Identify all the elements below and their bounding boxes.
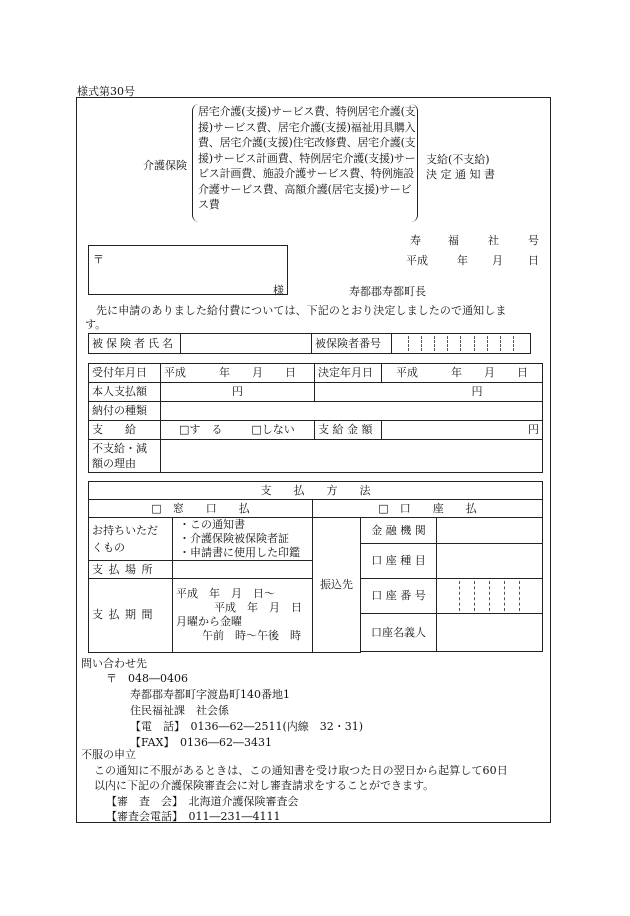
- suru-checkbox[interactable]: □す る: [179, 423, 223, 436]
- reason-label-2: 額の理由: [92, 457, 136, 470]
- period-lines: [173, 579, 313, 653]
- insured-name-label: 被保険者氏名: [89, 334, 181, 354]
- appeal-board-tel: 【審査会電話】 011―231―4111: [106, 810, 281, 823]
- reason-label-1: 不支給・減: [92, 442, 147, 455]
- acct-name-label: 口座名義人: [361, 614, 437, 652]
- decided-value[interactable]: 平成 年 月 日: [382, 364, 543, 383]
- bring-item: ・この通知書: [179, 518, 245, 531]
- payment-type-field[interactable]: [161, 402, 543, 421]
- self-pay-yen-1[interactable]: 円: [161, 383, 315, 402]
- appeal-title: 不服の申立: [81, 748, 136, 761]
- period-line: 平成 年 月 日～: [176, 587, 275, 601]
- address-box: [88, 245, 288, 295]
- number-d: 号: [528, 234, 539, 247]
- date-month: 月: [492, 254, 503, 267]
- bring-label: [89, 518, 173, 561]
- reason-field[interactable]: [161, 440, 543, 473]
- window-option[interactable]: □ 窓 口 払: [89, 500, 313, 518]
- shikyu-label: 支 給: [89, 421, 161, 440]
- inquiry-address: 寿都郡寿都町字渡島町140番地1: [130, 688, 290, 701]
- number-a: 寿: [410, 234, 421, 247]
- payment-title: 支 払 方 法: [89, 482, 543, 500]
- bring-item: ・介護保険被保険者証: [179, 532, 289, 545]
- date-year: 年: [457, 254, 468, 267]
- inquiry-fax: 【FAX】 0136―62―3431: [130, 736, 272, 749]
- self-pay-yen-2[interactable]: 円: [315, 383, 543, 402]
- payment-table: [88, 481, 543, 653]
- kaigo-label: 介護保険: [143, 159, 187, 172]
- received-value[interactable]: 平成 年 月 日: [161, 364, 315, 383]
- intro-text-2: す。: [85, 318, 107, 331]
- inquiry-postal: 〒 048―0406: [106, 672, 188, 685]
- inquiry-title: 問い合わせ先: [81, 657, 147, 670]
- details-table: [88, 363, 543, 473]
- bank-label: 金 融 機 関: [361, 518, 437, 544]
- acct-name-field[interactable]: [437, 614, 543, 652]
- bring-label-2: くもの: [92, 541, 125, 554]
- insured-name-field[interactable]: [181, 334, 312, 354]
- appeal-text-2: 以内に下記の介護保険審査会に対し審査請求をすることができます。: [94, 779, 435, 792]
- period-line: 月曜から金曜: [176, 615, 242, 629]
- date-day: 日: [528, 254, 539, 267]
- inquiry-dept: 住民福祉課 社会係: [130, 704, 229, 717]
- date-era: 平成: [406, 254, 428, 267]
- insured-table: [88, 333, 531, 354]
- transfer-label: 振込先: [313, 518, 361, 653]
- services-text: 居宅介護(支援)サービス費、特例居宅介護(支援)サービス費、居宅介護(支援)福祉用具購入費、居宅介護(支援)住宅改修費、居宅介護(支援)サービス計画費、特例居宅介護(支援)サービス計画費、施設介護サービス費、特例施設介護サービス費、高額介護(居宅支援)サービス費: [198, 105, 416, 211]
- decision-line2: 決 定 通 知 書: [426, 168, 495, 181]
- decision-line1: 支給(不支給): [426, 153, 490, 166]
- insured-number-field[interactable]: [392, 334, 531, 354]
- acct-type-field[interactable]: [437, 544, 543, 579]
- shinai-checkbox[interactable]: □しない: [251, 423, 295, 436]
- period-label: 支 払 期 間: [89, 579, 173, 653]
- postal-mark: 〒: [93, 253, 104, 266]
- bring-item: ・申請書に使用した印鑑: [179, 546, 300, 559]
- period-line: 午前 時～午後 時: [202, 629, 301, 643]
- issuer: 寿都郡寿都町長: [349, 285, 426, 298]
- payment-type-label: 納付の種類: [89, 402, 161, 421]
- amount-yen[interactable]: 円: [382, 421, 543, 440]
- account-option[interactable]: □ 口 座 払: [313, 500, 543, 518]
- bring-items: [173, 518, 313, 561]
- appeal-board: 【審 査 会】 北海道介護保険審査会: [106, 795, 299, 808]
- decided-label: 決定年月日: [315, 364, 382, 383]
- place-label: 支 払 場 所: [89, 561, 173, 579]
- period-line: 平成 年 月 日: [214, 601, 302, 615]
- bring-label-1: お持ちいただ: [92, 524, 158, 537]
- reason-label: [89, 440, 161, 473]
- bank-field[interactable]: [437, 518, 543, 544]
- acct-no-field[interactable]: [437, 579, 543, 614]
- form-number: 様式第30号: [77, 85, 135, 98]
- acct-type-label: 口 座 種 目: [361, 544, 437, 579]
- insured-number-label: 被保険者番号: [312, 334, 392, 354]
- number-b: 福: [448, 234, 459, 247]
- place-field[interactable]: [173, 561, 313, 579]
- sama-label: 様: [273, 284, 284, 297]
- intro-text: 先に申請のありました給付費については、下記のとおり決定しましたので通知しま: [96, 304, 507, 317]
- number-c: 社: [488, 234, 499, 247]
- amount-label: 支 給 金 額: [315, 421, 382, 440]
- acct-no-label: 口 座 番 号: [361, 579, 437, 614]
- shikyu-choice: [161, 421, 315, 440]
- self-pay-label: 本人支払額: [89, 383, 161, 402]
- appeal-text-1: この通知に不服があるときは、この通知書を受け取つた日の翌日から起算して60日: [94, 764, 508, 777]
- received-label: 受付年月日: [89, 364, 161, 383]
- inquiry-tel: 【電 話】 0136―62―2511(内線 32・31): [130, 720, 364, 733]
